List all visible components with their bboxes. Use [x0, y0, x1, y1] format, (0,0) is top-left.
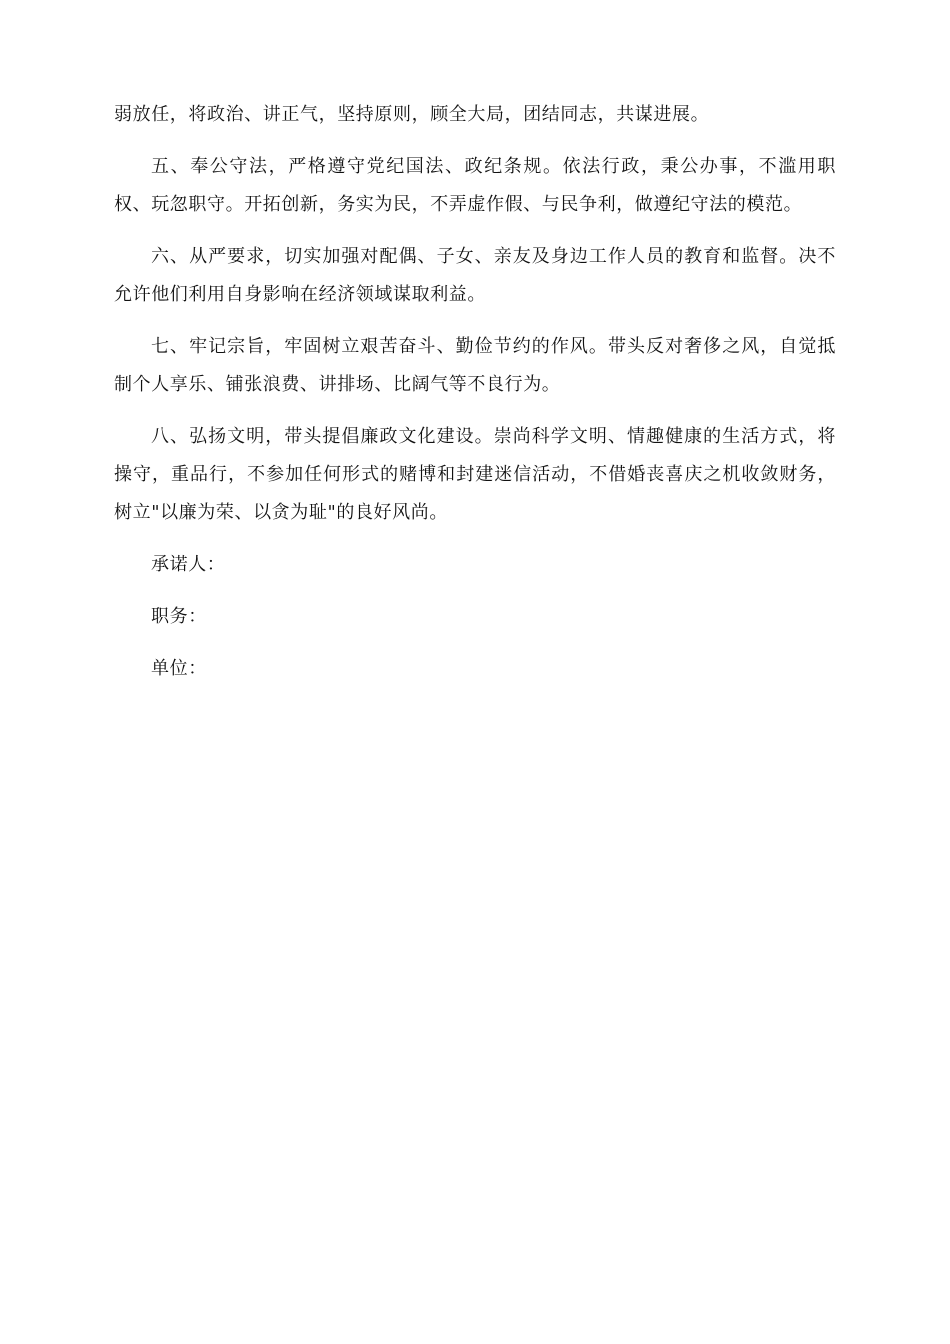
paragraph-item-5: 五、奉公守法，严格遵守党纪国法、政纪条规。依法行政，秉公办事，不滥用职权、玩忽职守。开拓创新，务实为民，不弄虚作假、与民争利，做遵纪守法的模范。	[114, 156, 836, 215]
promiser-label: 承诺人：	[151, 554, 226, 575]
paragraph-item-7: 七、牢记宗旨，牢固树立艰苦奋斗、勤俭节约的作风。带头反对奢侈之风，自觉抵制个人享乐、铺张浪费、讲排场、比阔气等不良行为。	[114, 336, 836, 395]
paragraph-item-8: 八、弘扬文明，带头提倡廉政文化建设。崇尚科学文明、情趣健康的生活方式，将操守，重品行，不参加任何形式的赌博和封建迷信活动，不借婚丧喜庆之机收敛财务，树立"以廉为荣、以贪为耻"的良好风尚。	[114, 426, 836, 523]
paragraph-item-6: 六、从严要求，切实加强对配偶、子女、亲友及身边工作人员的教育和监督。决不允许他们利用自身影响在经济领域谋取利益。	[114, 246, 836, 305]
unit-label: 单位：	[151, 658, 207, 679]
document-body	[114, 96, 836, 702]
paragraph-continuation: 弱放任，将政治、讲正气，坚持原则，顾全大局，团结同志，共谋进展。	[114, 104, 710, 125]
position-label: 职务：	[151, 606, 207, 627]
